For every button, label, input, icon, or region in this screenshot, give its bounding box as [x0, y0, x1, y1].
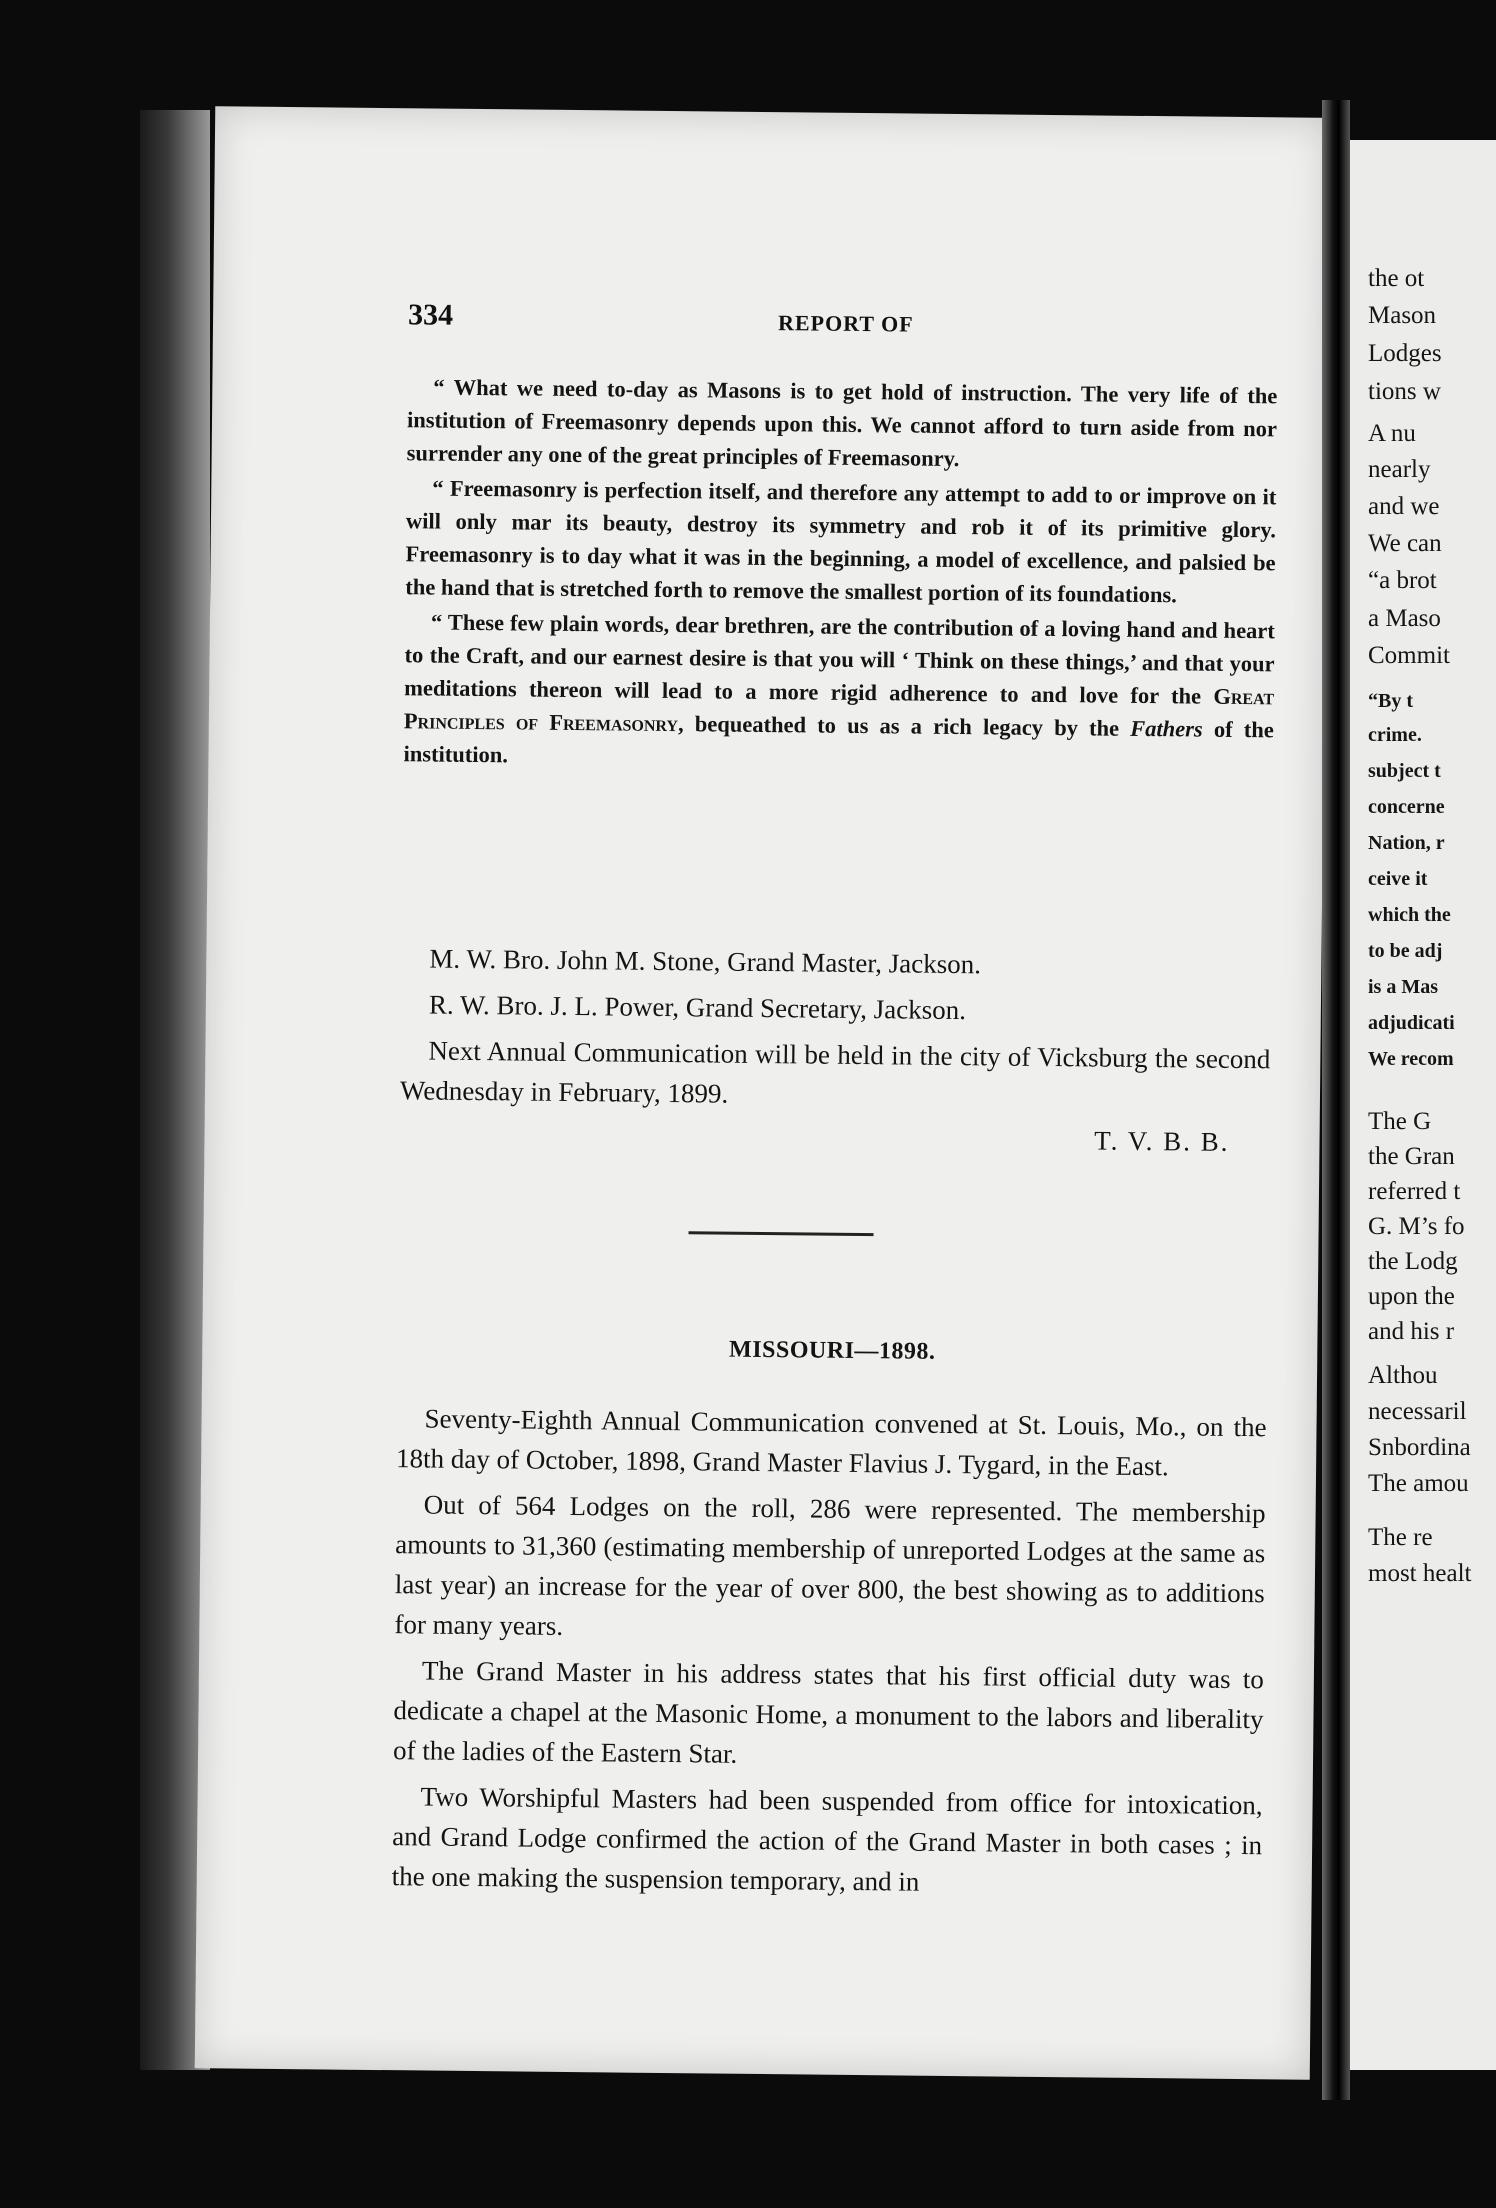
facing-line: to be adj: [1368, 940, 1443, 962]
section-title: MISSOURI—1898.: [728, 1336, 936, 1365]
missouri-paragraph-4: Two Worshipful Masters had been suspended from office for intoxication, and Grand Lodge confirmed the action of the Grand Master in both cases ; in the one making the suspension temporary, and in: [391, 1781, 1263, 1897]
facing-line: adjudicati: [1368, 1012, 1455, 1034]
facing-line: Commit: [1368, 642, 1450, 669]
facing-line: and his r: [1368, 1318, 1455, 1345]
facing-line: necessaril: [1368, 1398, 1467, 1425]
missouri-paragraph-1: Seventy-Eighth Annual Communication convened at St. Louis, Mo., on the 18th day of October, 1898, Grand Master Flavius J. Tygard, in the East.: [395, 1403, 1267, 1482]
facing-line: A nu: [1368, 420, 1416, 447]
facing-page-fragment: [1350, 140, 1496, 2070]
quote-paragraph-3: “ These few plain words, dear brethren, are the contribution of a loving hand and heart to the Craft, and our earnest desire is that you will ‘ Think on these things,’ and that your meditations thereon will lead to a more rigid adherence to and love for the Great Principles of Freemasonry, bequeathed to us as a rich legacy by the Fathers of the institution.: [403, 609, 1275, 768]
facing-line: is a Mas: [1368, 976, 1438, 998]
facing-line: most healt: [1368, 1560, 1472, 1587]
facing-line: referred t: [1368, 1178, 1461, 1205]
facing-line: the Gran: [1368, 1143, 1455, 1170]
facing-line: The G: [1368, 1108, 1432, 1135]
quote-paragraph-1: “ What we need to-day as Masons is to get hold of instruction. The very life of the institution of Freemasonry depends upon this. We cannot afford to turn aside from nor surrender any one of the great principles of Freemasonry.: [406, 374, 1278, 472]
signature: T. V. B. B.: [1094, 1125, 1230, 1157]
facing-line: nearly: [1368, 456, 1431, 483]
facing-line: upon the: [1368, 1283, 1455, 1310]
facing-line: subject t: [1368, 760, 1441, 782]
page-header: [408, 298, 1228, 347]
facing-line: tions w: [1368, 378, 1441, 405]
missouri-body: [392, 1398, 1267, 1905]
facing-line: ceive it: [1368, 868, 1428, 890]
officers-block: [400, 938, 1272, 1119]
page-number: 334: [407, 298, 454, 332]
facing-line: Mason: [1368, 302, 1437, 329]
book-gutter: [1322, 100, 1350, 2100]
facing-line: We recom: [1368, 1048, 1454, 1070]
grand-secretary-line: R. W. Bro. J. L. Power, Grand Secretary, Jackson.: [428, 989, 967, 1026]
facing-line: a Maso: [1368, 605, 1441, 632]
facing-line: concerne: [1368, 796, 1445, 818]
facing-line: “a brot: [1368, 567, 1437, 594]
running-head: REPORT OF: [777, 310, 914, 337]
facing-line: The amou: [1368, 1470, 1469, 1497]
missouri-heading-row: [397, 1333, 1267, 1382]
facing-line: Lodges: [1368, 340, 1442, 367]
facing-line: “By t: [1368, 690, 1413, 712]
quote-paragraph-2: “ Freemasonry is perfection itself, and therefore any attempt to add to or improve on it will only mar its beauty, destroy its symmetry and rob it of its primitive glory. Freemasonry is to day what it was in the beginning, a model of excellence, and palsied be the hand that is stretched forth to remove the smallest portion of its foundations.: [405, 475, 1277, 608]
missouri-paragraph-3: The Grand Master in his address states that his first official duty was to dedicate a chapel at the Masonic Home, a monument to the labors and liberality of the ladies of the Eastern Star.: [392, 1655, 1265, 1769]
scanned-page: [195, 106, 1330, 2080]
missouri-paragraph-2: Out of 564 Lodges on the roll, 286 were represented. The membership amounts to 31,360 (estimating membership of unreported Lodges at the same as last year) an increase for the year of over 800, the best showing as to additions for many years.: [394, 1489, 1266, 1641]
great-principles-smallcaps: Great Principles of Freemasonry: [403, 683, 1275, 737]
section-divider: [689, 1231, 874, 1236]
fathers-italic: Fathers: [1130, 715, 1203, 742]
signature-row: [399, 1118, 1269, 1167]
next-communication-line: Next Annual Communication will be held in the city of Vicksburg the second Wednesday in February, 1899.: [399, 1035, 1271, 1109]
facing-line: Snbordina: [1368, 1434, 1471, 1461]
facing-line: crime.: [1368, 724, 1422, 746]
facing-line: the Lodg: [1368, 1248, 1458, 1275]
facing-line: G. M’s fo: [1368, 1213, 1465, 1240]
facing-line: the ot: [1368, 265, 1425, 292]
facing-line: The re: [1368, 1524, 1433, 1551]
facing-line: We can: [1368, 530, 1442, 557]
grand-master-line: M. W. Bro. John M. Stone, Grand Master, Jackson.: [429, 943, 982, 980]
facing-line: which the: [1368, 904, 1451, 926]
facing-line: Nation, r: [1368, 832, 1445, 854]
facing-line: Althou: [1368, 1362, 1438, 1389]
facing-line: and we: [1368, 493, 1440, 520]
quoted-address: [403, 370, 1277, 779]
divider-row: [398, 1228, 1268, 1247]
